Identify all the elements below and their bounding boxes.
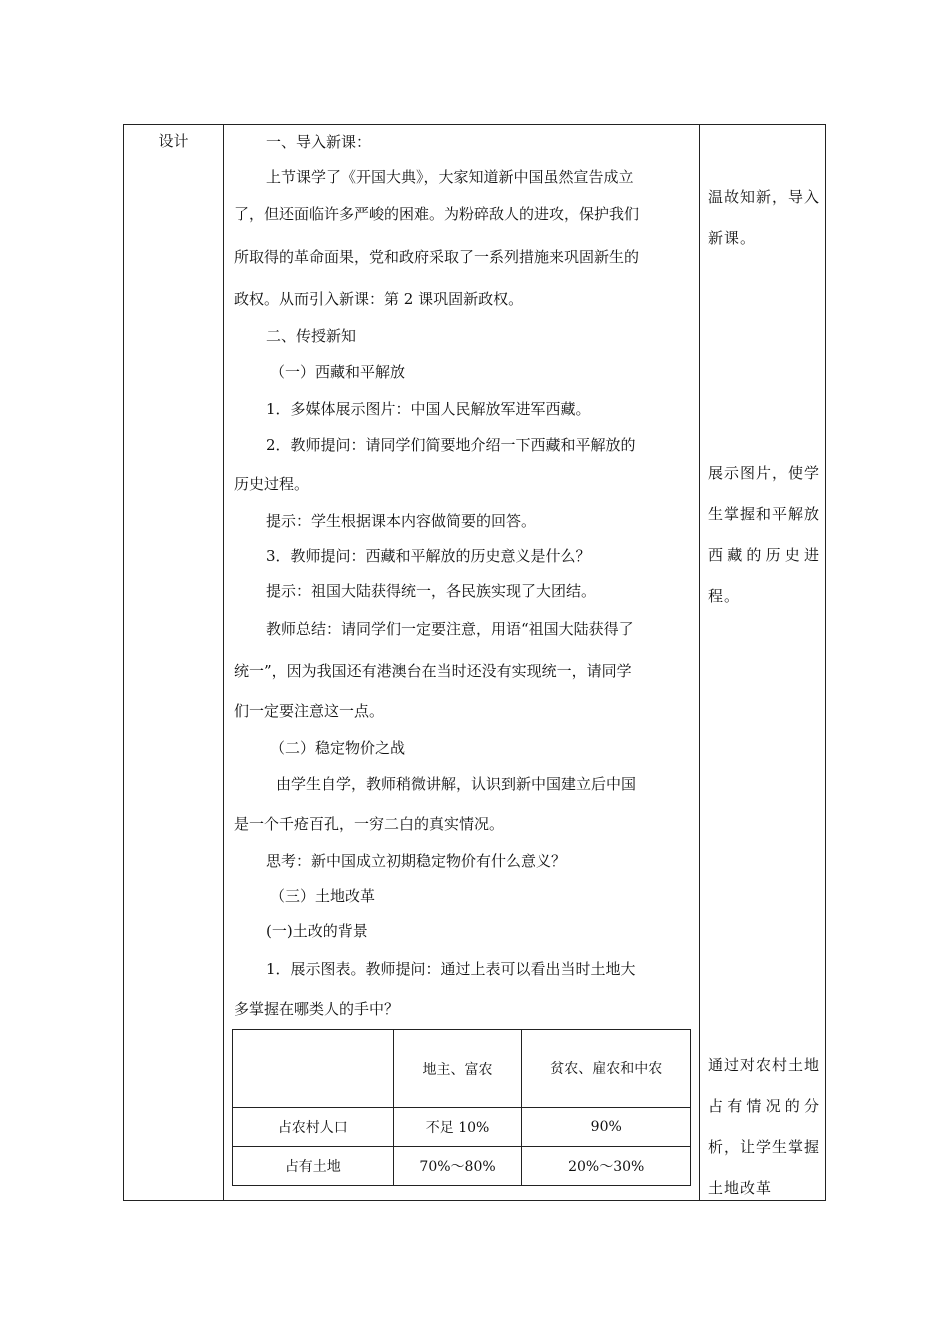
paragraph: 3．教师提问：西藏和平解放的历史意义是什么？	[266, 547, 591, 565]
paragraph: 多掌握在哪类人的手中？	[234, 1000, 400, 1018]
lesson-table	[123, 124, 826, 1201]
paragraph: 是一个千疮百孔，一穷二白的真实情况。	[234, 815, 505, 833]
paragraph: 历史过程。	[234, 475, 310, 493]
paragraph: 们一定要注意这一点。	[234, 702, 385, 720]
paragraph: 所取得的革命面果，党和政府采取了一系列措施来巩固新生的	[234, 248, 640, 266]
paragraph: 了，但还面临许多严峻的困难。为粉碎敌人的进攻，保护我们	[234, 205, 640, 223]
paragraph: 提示：祖国大陆获得统一，各民族实现了大团结。	[266, 582, 597, 600]
paragraph: 1．展示图表。教师提问：通过上表可以看出当时土地大	[266, 960, 636, 978]
table-header-row	[233, 1030, 691, 1108]
paragraph: 一、导入新课：	[266, 133, 372, 151]
paragraph: 由学生自学，教师稍微讲解，认识到新中国建立后中国	[276, 775, 637, 793]
table-row	[233, 1147, 691, 1186]
paragraph: 政权。从而引入新课：第 2 课巩固新政权。	[234, 290, 524, 308]
table-cell: 占农村人口	[233, 1108, 394, 1147]
paragraph: （三）土地改革	[270, 887, 376, 905]
column-divider	[223, 125, 224, 1200]
table-cell: 地主、富农	[393, 1030, 522, 1108]
paragraph: 二、传授新知	[266, 327, 357, 345]
table-row	[233, 1108, 691, 1147]
paragraph: (一)土改的背景	[266, 922, 368, 940]
table-cell: 90%	[522, 1108, 691, 1147]
paragraph: 教师总结：请同学们一定要注意，用语“祖国大陆获得了	[266, 620, 634, 638]
paragraph: 提示：学生根据课本内容做简要的回答。	[266, 512, 537, 530]
paragraph: 思考：新中国成立初期稳定物价有什么意义？	[266, 852, 567, 870]
teaching-note: 展示图片，使学生掌握和平解放西藏的历史进程。	[708, 464, 821, 605]
table-cell: 占有土地	[233, 1147, 394, 1186]
table-cell: 不足 10%	[393, 1108, 522, 1147]
column-divider	[699, 125, 700, 1200]
paragraph: 1．多媒体展示图片：中国人民解放军进军西藏。	[266, 400, 591, 418]
table-cell: 贫农、雇农和中农	[522, 1030, 691, 1108]
table-cell	[233, 1030, 394, 1108]
paragraph: 2．教师提问：请同学们简要地介绍一下西藏和平解放的	[266, 436, 636, 454]
paragraph: 上节课学了《开国大典》，大家知道新中国虽然宣告成立	[266, 168, 634, 186]
row-label: 设计	[158, 132, 189, 150]
table-cell: 70%～80%	[393, 1147, 522, 1186]
paragraph: 统一”，因为我国还有港澳台在当时还没有实现统一，请同学	[234, 662, 632, 680]
teaching-note: 温故知新，导入新课。	[708, 188, 821, 247]
table-cell: 20%～30%	[522, 1147, 691, 1186]
paragraph: （二）稳定物价之战	[270, 739, 406, 757]
teaching-note: 通过对农村土地占有情况的分析，让学生掌握土地改革	[708, 1056, 821, 1197]
land-distribution-table	[232, 1029, 691, 1186]
paragraph: （一）西藏和平解放	[270, 363, 406, 381]
